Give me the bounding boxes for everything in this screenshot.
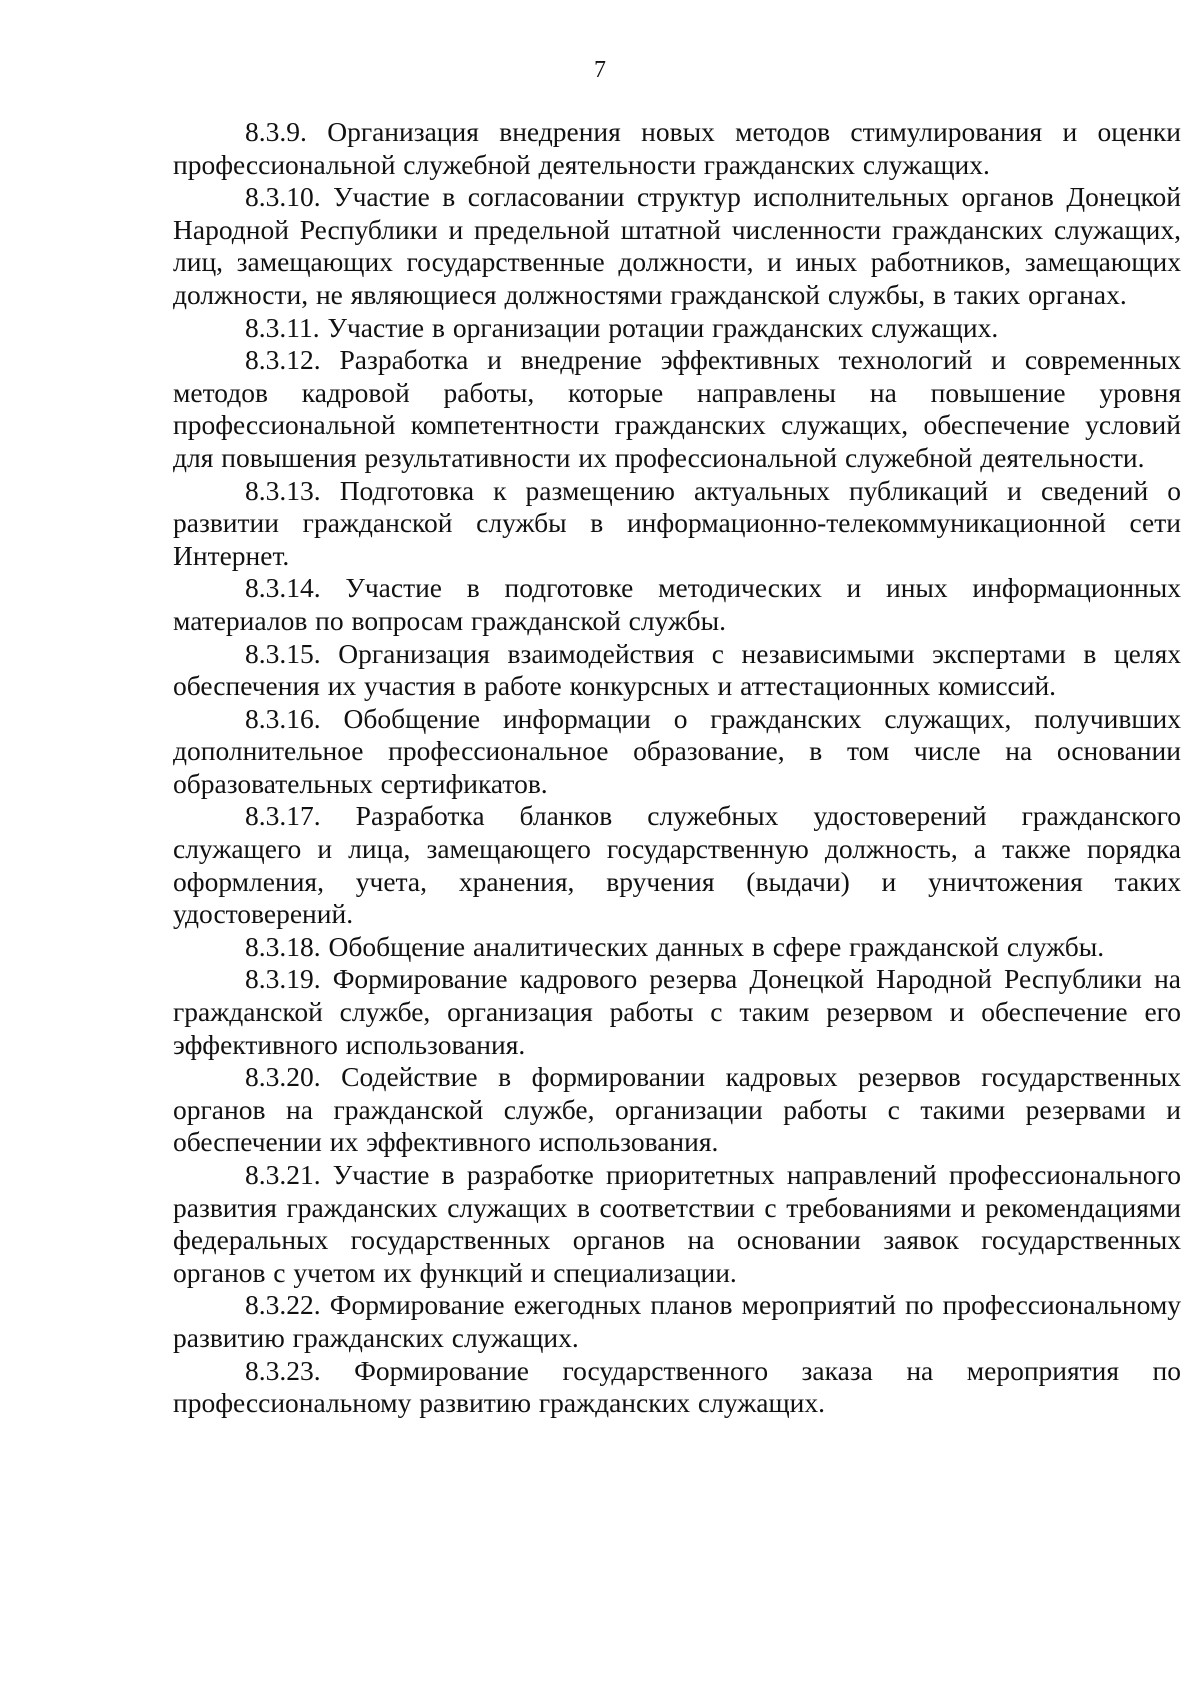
paragraph-8-3-14: 8.3.14. Участие в подготовке методических и иных информационных материалов по вопросам гражданской службы. xyxy=(173,572,1181,636)
paragraph-8-3-18: 8.3.18. Обобщение аналитических данных в сфере гражданской службы. xyxy=(245,930,1105,962)
paragraph-8-3-16: 8.3.16. Обобщение информации о гражданских служащих, получивших дополнительное профессиональное образование, в том числе на основании образовательных сертификатов. xyxy=(173,702,1181,799)
paragraph-8-3-15: 8.3.15. Организация взаимодействия с независимыми экспертами в целях обеспечения их участия в работе конкурсных и аттестационных комиссий. xyxy=(173,637,1181,702)
paragraph-8-3-11: 8.3.11. Участие в организации ротации гражданских служащих. xyxy=(245,311,999,343)
paragraph-8-3-19: 8.3.19. Формирование кадрового резерва Донецкой Народной Республики на гражданской службе, организация работы с таким резервом и обеспечение его эффективного использования. xyxy=(173,963,1181,1060)
paragraph-8-3-22: 8.3.22. Формирование ежегодных планов мероприятий по профессиональному развитию гражданских служащих. xyxy=(173,1289,1181,1353)
page-number: 7 xyxy=(594,57,606,83)
paragraph-8-3-10: 8.3.10. Участие в согласовании структур исполнительных органов Донецкой Народной Республики и предельной штатной численности гражданских служащих, лиц, замещающих государственные должности, и иных работников, замещающих должности, не являющиеся должностями гражданской службы, в таких органах. xyxy=(173,181,1181,310)
paragraph-8-3-17: 8.3.17. Разработка бланков служебных удостоверений гражданского служащего и лица, замещающего государственную должность, а также порядка оформления, учета, хранения, вручения (выдачи) и уничтожения таких удостоверений. xyxy=(173,800,1181,930)
paragraph-8-3-13: 8.3.13. Подготовка к размещению актуальных публикаций и сведений о развитии гражданской службы в информационно-телекоммуникационной сети Интернет. xyxy=(173,474,1181,571)
paragraph-8-3-21: 8.3.21. Участие в разработке приоритетных направлений профессионального развития гражданских служащих в соответствии с требованиями и рекомендациями федеральных государственных органов на основании заявок государственных органов с учетом их функций и специализации. xyxy=(173,1159,1181,1288)
paragraph-8-3-20: 8.3.20. Содействие в формировании кадровых резервов государственных органов на гражданской службе, организации работы с такими резервами и обеспечении их эффективного использования. xyxy=(173,1061,1181,1158)
paragraph-8-3-12: 8.3.12. Разработка и внедрение эффективных технологий и современных методов кадровой работы, которые направлены на повышение уровня профессиональной компетентности гражданских служащих, обеспечение условий для повышения результативности их профессиональной служебной деятельности. xyxy=(173,344,1181,473)
document-body xyxy=(173,116,1181,1420)
paragraph-8-3-9: 8.3.9. Организация внедрения новых методов стимулирования и оценки профессиональной служебной деятельности гражданских служащих. xyxy=(173,116,1181,180)
paragraph-8-3-23: 8.3.23. Формирование государственного заказа на мероприятия по профессиональному развитию гражданских служащих. xyxy=(173,1354,1181,1419)
